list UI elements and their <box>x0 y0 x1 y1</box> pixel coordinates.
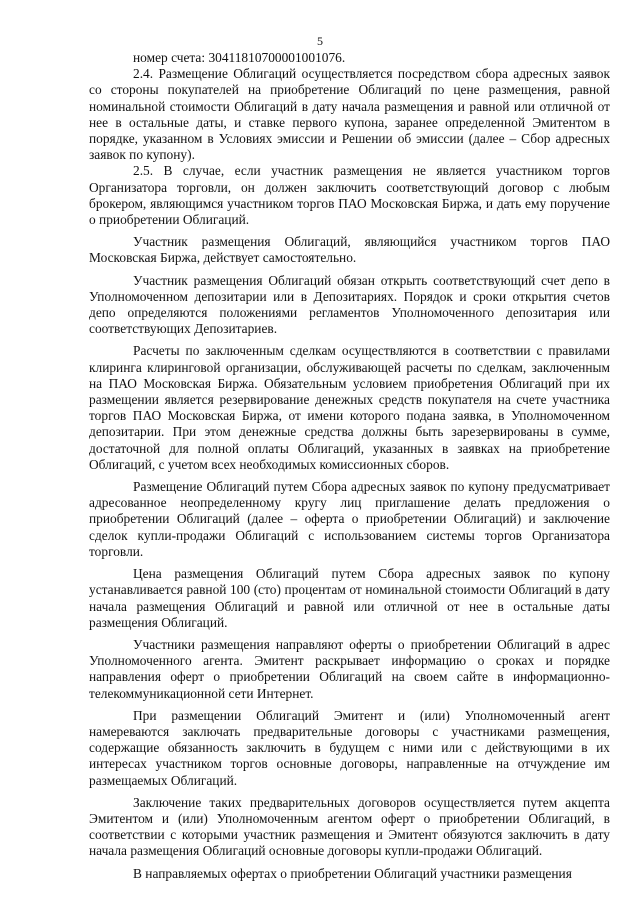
paragraph-acceptance: Заключение таких предварительных договоров осуществляется путем акцепта Эмитентом и (или) Уполномоченным агентом оферт о приобретении Облигаций, в соответствии с которыми участник размещения и Эмитент обязуются заключить в дату начала размещения Облигаций основные договоры купли-продажи Облигаций. <box>89 794 610 859</box>
paragraph-participant-acts-independently: Участник размещения Облигаций, являющийся участником торгов ПАО Московская Биржа, действует самостоятельно. <box>89 234 610 266</box>
paragraph-preliminary-agreements: При размещении Облигаций Эмитент и (или) Уполномоченный агент намереваются заключать предварительные договоры с участниками размещения, содержащие обязанность заключить в будущем с ними или с действующими в их интересах участником торгов основные договоры, направленные на отчуждение им размещаемых Облигаций. <box>89 707 610 788</box>
paragraph-account-number: номер счета: 30411810700001001076. <box>133 50 346 65</box>
paragraph-offers-to-agent: Участники размещения направляют оферты о приобретении Облигаций в адрес Уполномоченного агента. Эмитент раскрывает информацию о сроках и порядке направления оферт о приобретении Облигаций на своем сайте в информационно-телекоммуникационной сети Интернет. <box>89 636 610 701</box>
page-number: 5 <box>317 34 323 48</box>
paragraph-section-2-5: 2.5. В случае, если участник размещения не является участником торгов Организатора торговли, он должен заключить соответствующий договор с любым брокером, являющимся участником торгов ПАО Московская Биржа, и дать ему поручение о приобретении Облигаций. <box>89 163 610 228</box>
paragraph-offers-content: В направляемых офертах о приобретении Облигаций участники размещения <box>133 865 572 881</box>
paragraph-section-2-4: 2.4. Размещение Облигаций осуществляется посредством сбора адресных заявок со стороны покупателей на приобретение Облигаций по цене размещения, равной номинальной стоимости Облигаций в дату начала размещения и равной или отличной от нее в остальные даты, и ставке первого купона, заранее определенной Эмитентом в порядке, указанном в Условиях эмиссии и Решении об эмиссии (далее – Сбор адресных заявок по купону). <box>89 66 610 163</box>
document-body <box>89 50 610 882</box>
paragraph-placement-price: Цена размещения Облигаций путем Сбора адресных заявок по купону устанавливается равной 100 (сто) процентам от номинальной стоимости Облигаций в дату начала размещения Облигаций и равной или отличной от нее в остальные даты размещения Облигаций. <box>89 566 610 630</box>
paragraph-settlements: Расчеты по заключенным сделкам осуществляются в соответствии с правилами клиринга клиринговой организации, обслуживающей расчеты по сделкам, заключенным на ПАО Московская Биржа. Обязательным условием приобретения Облигаций при их размещении является резервирование денежных средств покупателя на счете участника торгов ПАО Московская Биржа, от имени которого подана заявка, в Уполномоченном депозитарии. При этом денежные средства должны быть зарезервированы в сумме, достаточной для полной оплаты Облигаций, указанных в заявках на приобретение Облигаций, с учетом всех необходимых комиссионных сборов. <box>89 343 610 472</box>
paragraph-placement-offer: Размещение Облигаций путем Сбора адресных заявок по купону предусматривает адресованное неопределенному кругу лиц приглашение делать предложения о приобретении Облигаций (далее – оферта о приобретении Облигаций) и заключение сделок купли-продажи Облигаций с использованием системы торгов Организатора торговли. <box>89 479 610 559</box>
paragraph-depo-account: Участник размещения Облигаций обязан открыть соответствующий счет депо в Уполномоченном депозитарии или в Депозитариях. Порядок и сроки открытия счетов депо определяются положениями регламентов Уполномоченного депозитария или соответствующих Депозитариев. <box>89 272 610 337</box>
